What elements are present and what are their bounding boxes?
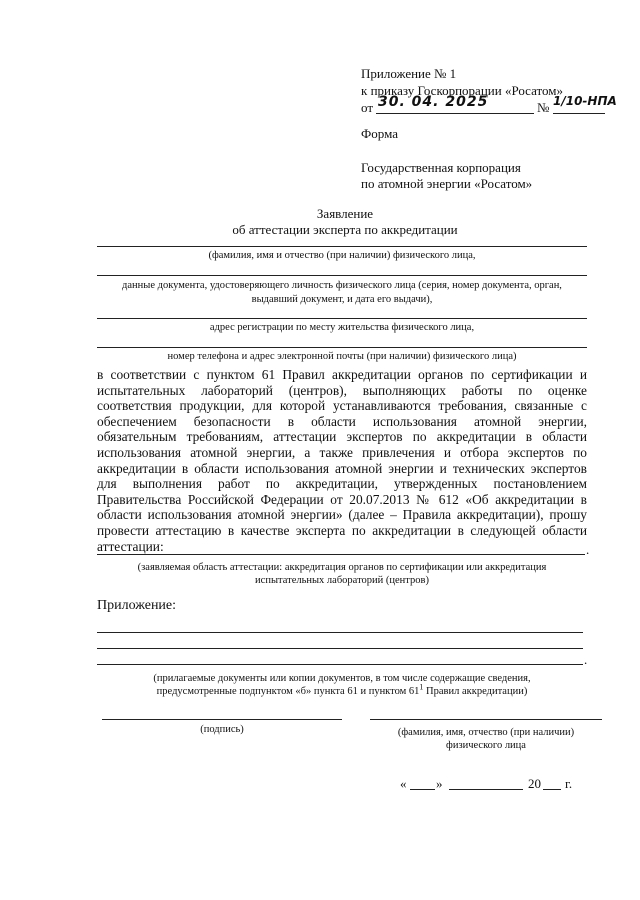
organization-line-1: Государственная корпорация <box>361 160 521 175</box>
application-body-text: в соответствии с пунктом 61 Правил аккредитации органов по сертификации и испытательных лабораторий (центров), выполняющих работы по оценке соответствия продукции, для которой устанавливаются требования, связанные с обеспечением безопасности в области использования атомной энергии, обязательным требованиям, аттестации экспертов по аккредитации в области использования атомной энергии, а также привлечения и отбора экспертов по аккредитации в области использования атомной энергии и технических экспертов для выполнения работ по аккредитации, утвержденных постановлением Правительства Российской Федерации от 20.07.2013 № 612 «Об аккредитации в области использования атомной энергии» (далее – Правила аккредитации), прошу провести аттестацию в качестве эксперта по аккредитации в следующей области аттестации: <box>97 367 587 554</box>
day-blank <box>410 789 435 790</box>
signer-name-line <box>370 719 602 720</box>
scope-field-caption-1: (заявляемая область аттестации: аккредитация органов по сертификации или аккредитация <box>137 562 547 573</box>
document-title: Заявление <box>316 206 374 221</box>
date-close-quote: » <box>436 776 443 791</box>
scope-field-end-dot: . <box>586 542 590 557</box>
attachment-line-3 <box>97 664 583 665</box>
signer-name-caption-1: (фамилия, имя, отчество (при наличии) <box>397 727 575 738</box>
organization-line-2: по атомной энергии «Росатом» <box>361 176 533 191</box>
attachments-caption-2: предусмотренные подпунктом «б» пункта 61 и пунктом $61^1$ Правил аккредитации) <box>156 682 528 697</box>
name-field-caption: (фамилия, имя и отчество (при наличии) физического лица, <box>208 250 476 261</box>
handwritten-date: 30. 04. 2025 <box>378 94 489 110</box>
attachments-label: Приложение: <box>97 598 177 613</box>
number-prefix: № <box>537 100 550 115</box>
name-field-line <box>97 246 587 247</box>
year-blank <box>543 789 561 790</box>
year-prefix: 20 <box>528 776 541 791</box>
document-field-caption-2: выдавший документ, и дата его выдачи), <box>251 294 433 305</box>
address-field-caption: адрес регистрации по месту жительства физического лица, <box>209 322 475 333</box>
document-field-caption-1: данные документа, удостоверяющего личность физического лица (серия, номер документа, орган, <box>122 280 562 291</box>
document-field-line <box>97 275 587 276</box>
number-underline <box>553 113 605 114</box>
date-open-quote: « <box>400 776 407 791</box>
attachments-caption-1: (прилагаемые документы или копии документов, в том числе содержащие сведения, <box>153 673 531 684</box>
contacts-field-line <box>97 347 587 348</box>
appendix-label: Приложение № 1 <box>361 66 457 81</box>
attachment-end-dot: . <box>584 652 588 667</box>
signature-line <box>102 719 342 720</box>
attachment-line-1 <box>97 632 583 633</box>
scope-field-line <box>97 554 585 555</box>
signature-caption: (подпись) <box>200 724 244 735</box>
scope-field-caption-2: испытательных лабораторий (центров) <box>255 575 429 586</box>
date-prefix: от <box>361 100 374 115</box>
order-reference: к приказу Госкорпорации «Росатом» <box>361 83 564 98</box>
form-label: Форма <box>361 126 398 141</box>
contacts-field-caption: номер телефона и адрес электронной почты (при наличии) физического лица) <box>167 351 517 362</box>
address-field-line <box>97 318 587 319</box>
year-suffix: г. <box>565 776 573 791</box>
date-underline <box>376 113 534 114</box>
signer-name-caption-2: физического лица <box>446 740 526 751</box>
document-subtitle: об аттестации эксперта по аккредитации <box>232 222 458 237</box>
attachment-line-2 <box>97 648 583 649</box>
month-blank <box>449 789 523 790</box>
handwritten-number: 1/10-НПА <box>553 94 617 108</box>
